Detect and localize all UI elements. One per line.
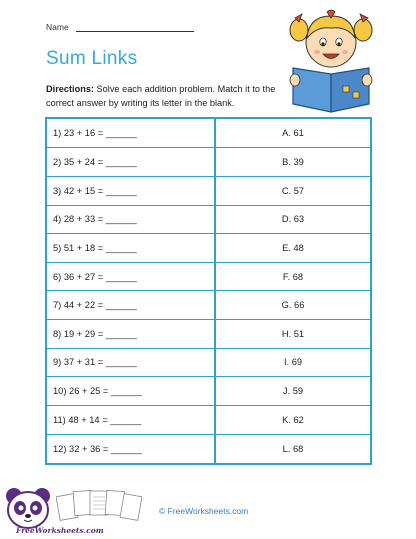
answer-cell: J. 59 [215, 377, 371, 406]
table-row [46, 148, 371, 177]
table-row [46, 377, 371, 406]
directions [46, 82, 296, 110]
table-row [46, 405, 371, 434]
problem-cell[interactable]: 9) 37 + 31 = ______ [46, 348, 215, 377]
problem-cell[interactable]: 3) 42 + 15 = ______ [46, 177, 215, 206]
table-row [46, 262, 371, 291]
name-label: Name [46, 22, 69, 32]
answer-cell: L. 68 [215, 434, 371, 464]
answer-cell: D. 63 [215, 205, 371, 234]
girl-reading-illustration [287, 8, 375, 114]
name-blank-line [76, 31, 194, 32]
problem-cell[interactable]: 8) 19 + 29 = ______ [46, 320, 215, 349]
directions-label: Directions: [46, 84, 94, 94]
answer-cell: G. 66 [215, 291, 371, 320]
table-row [46, 234, 371, 263]
problem-cell[interactable]: 1) 23 + 16 = ______ [46, 118, 215, 148]
answer-cell: A. 61 [215, 118, 371, 148]
table-row [46, 291, 371, 320]
problem-cell[interactable]: 11) 48 + 14 = ______ [46, 405, 215, 434]
problem-cell[interactable]: 7) 44 + 22 = ______ [46, 291, 215, 320]
answer-cell: F. 68 [215, 262, 371, 291]
problem-cell[interactable]: 10) 26 + 25 = ______ [46, 377, 215, 406]
answer-cell: B. 39 [215, 148, 371, 177]
answer-cell: H. 51 [215, 320, 371, 349]
answer-cell: K. 62 [215, 405, 371, 434]
problem-cell[interactable]: 5) 51 + 18 = ______ [46, 234, 215, 263]
table-row [46, 434, 371, 464]
problem-cell[interactable]: 6) 36 + 27 = ______ [46, 262, 215, 291]
page-title: Sum Links [46, 48, 138, 69]
footer-link[interactable]: © FreeWorksheets.com [159, 506, 249, 516]
worksheet-thumbnails-icon [56, 487, 142, 527]
answer-cell: I. 69 [215, 348, 371, 377]
table-row [46, 320, 371, 349]
answer-cell: E. 48 [215, 234, 371, 263]
matching-table [45, 117, 372, 465]
problem-cell[interactable]: 12) 32 + 36 = ______ [46, 434, 215, 464]
problem-cell[interactable]: 4) 28 + 33 = ______ [46, 205, 215, 234]
table-row [46, 118, 371, 148]
answer-cell: C. 57 [215, 177, 371, 206]
directions-text: Solve each addition problem. Match it to the correct answer by writing its letter in the blank. [46, 84, 276, 108]
table-row [46, 205, 371, 234]
brand-logo-text: FreeWorksheets.com [16, 526, 104, 535]
table-row [46, 177, 371, 206]
table-row [46, 348, 371, 377]
problem-cell[interactable]: 2) 35 + 24 = ______ [46, 148, 215, 177]
